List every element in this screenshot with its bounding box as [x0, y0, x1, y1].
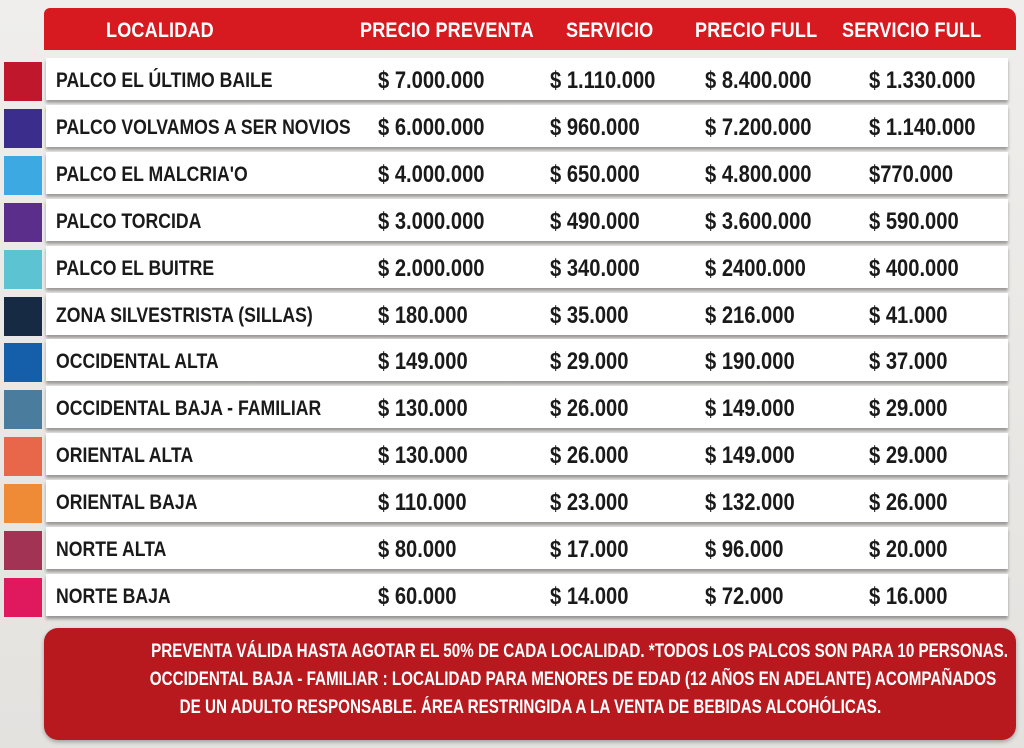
cell-precio-full: $ 8.400.000	[705, 67, 812, 94]
footer-line-1: PREVENTA VÁLIDA HASTA AGOTAR EL 50% DE CADA LOCALIDAD. *TODOS LOS PALCOS SON PARA 10 PERSONAS.	[151, 641, 1009, 662]
header-servicio-full: SERVICIO FULL	[842, 19, 982, 42]
cell-servicio: $ 490.000	[550, 208, 640, 235]
cell-precio-full: $ 2400.000	[705, 255, 806, 282]
table-row	[0, 574, 1024, 616]
cell-servicio-full: $ 20.000	[869, 536, 948, 563]
cell-servicio: $ 1.110.000	[550, 67, 656, 94]
cell-servicio-full: $ 29.000	[869, 395, 948, 422]
cell-localidad: PALCO TORCIDA	[56, 210, 202, 233]
cell-localidad: PALCO EL ÚLTIMO BAILE	[56, 69, 273, 92]
cell-servicio-full: $ 41.000	[869, 302, 948, 329]
cell-precio-full: $ 4.800.000	[705, 161, 812, 188]
table-row	[0, 527, 1024, 569]
cell-servicio: $ 23.000	[550, 489, 629, 516]
cell-localidad: PALCO EL BUITRE	[56, 257, 215, 280]
cell-servicio-full: $770.000	[869, 161, 954, 188]
cell-precio-full: $ 149.000	[705, 395, 795, 422]
header-localidad: LOCALIDAD	[106, 19, 214, 42]
cell-precio-full: $ 96.000	[705, 536, 784, 563]
header-precio-full: PRECIO FULL	[695, 19, 818, 42]
cell-localidad: NORTE ALTA	[56, 538, 167, 561]
cell-servicio: $ 960.000	[550, 114, 640, 141]
table-row	[0, 58, 1024, 100]
cell-precio-preventa: $ 110.000	[378, 489, 467, 516]
color-swatch	[4, 203, 42, 242]
color-swatch	[4, 343, 42, 382]
cell-precio-preventa: $ 180.000	[378, 302, 468, 329]
color-swatch	[4, 156, 42, 195]
cell-precio-full: $ 3.600.000	[705, 208, 812, 235]
table-header	[44, 8, 1016, 50]
cell-precio-full: $ 132.000	[705, 489, 795, 516]
cell-servicio-full: $ 16.000	[869, 583, 948, 610]
color-swatch	[4, 531, 42, 570]
cell-servicio-full: $ 29.000	[869, 442, 948, 469]
cell-precio-preventa: $ 7.000.000	[378, 67, 485, 94]
cell-servicio-full: $ 400.000	[869, 255, 959, 282]
cell-precio-full: $ 216.000	[705, 302, 795, 329]
cell-precio-preventa: $ 2.000.000	[378, 255, 485, 282]
cell-servicio: $ 340.000	[550, 255, 640, 282]
cell-precio-full: $ 190.000	[705, 348, 795, 375]
cell-servicio-full: $ 1.330.000	[869, 67, 976, 94]
cell-precio-preventa: $ 130.000	[378, 442, 468, 469]
table-row	[0, 339, 1024, 381]
table-row	[0, 105, 1024, 147]
cell-precio-preventa: $ 80.000	[378, 536, 457, 563]
footer-notice	[44, 628, 1016, 740]
table-row	[0, 480, 1024, 522]
cell-precio-preventa: $ 149.000	[378, 348, 468, 375]
cell-servicio-full: $ 37.000	[869, 348, 948, 375]
row-background	[46, 574, 1008, 616]
cell-precio-full: $ 149.000	[705, 442, 795, 469]
cell-servicio: $ 26.000	[550, 442, 629, 469]
color-swatch	[4, 437, 42, 476]
color-swatch	[4, 109, 42, 148]
table-row	[0, 386, 1024, 428]
cell-localidad: ORIENTAL BAJA	[56, 491, 198, 514]
table-row	[0, 293, 1024, 335]
color-swatch	[4, 578, 42, 617]
row-background	[46, 527, 1008, 569]
cell-precio-full: $ 72.000	[705, 583, 784, 610]
color-swatch	[4, 297, 42, 336]
color-swatch	[4, 390, 42, 429]
cell-localidad: NORTE BAJA	[56, 585, 171, 608]
cell-servicio: $ 35.000	[550, 302, 629, 329]
color-swatch	[4, 62, 42, 101]
header-precio-preventa: PRECIO PREVENTA	[360, 19, 534, 42]
cell-localidad: OCCIDENTAL ALTA	[56, 350, 219, 373]
cell-servicio-full: $ 1.140.000	[869, 114, 976, 141]
color-swatch	[4, 250, 42, 289]
cell-localidad: ORIENTAL ALTA	[56, 444, 194, 467]
cell-precio-preventa: $ 60.000	[378, 583, 457, 610]
table-row	[0, 433, 1024, 475]
cell-servicio: $ 26.000	[550, 395, 629, 422]
cell-servicio: $ 14.000	[550, 583, 629, 610]
cell-precio-full: $ 7.200.000	[705, 114, 812, 141]
cell-servicio: $ 29.000	[550, 348, 629, 375]
cell-servicio: $ 17.000	[550, 536, 629, 563]
cell-localidad: PALCO EL MALCRIA'O	[56, 163, 248, 186]
table-row	[0, 199, 1024, 241]
cell-servicio-full: $ 26.000	[869, 489, 948, 516]
cell-localidad: PALCO VOLVAMOS A SER NOVIOS	[56, 116, 351, 139]
cell-precio-preventa: $ 6.000.000	[378, 114, 485, 141]
cell-localidad: OCCIDENTAL BAJA - FAMILIAR	[56, 397, 322, 420]
cell-precio-preventa: $ 130.000	[378, 395, 468, 422]
cell-localidad: ZONA SILVESTRISTA (SILLAS)	[56, 304, 313, 327]
footer-line-2: OCCIDENTAL BAJA - FAMILIAR : LOCALIDAD PARA MENORES DE EDAD (12 AÑOS EN ADELANTE) ACOMPAÑADOS	[149, 669, 997, 690]
cell-precio-preventa: $ 3.000.000	[378, 208, 485, 235]
footer-line-3: DE UN ADULTO RESPONSABLE. ÁREA RESTRINGIDA A LA VENTA DE BEBIDAS ALCOHÓLICAS.	[179, 697, 881, 718]
table-row	[0, 152, 1024, 194]
cell-servicio-full: $ 590.000	[869, 208, 959, 235]
color-swatch	[4, 484, 42, 523]
table-row	[0, 246, 1024, 288]
cell-servicio: $ 650.000	[550, 161, 640, 188]
header-servicio: SERVICIO	[566, 19, 654, 42]
cell-precio-preventa: $ 4.000.000	[378, 161, 485, 188]
